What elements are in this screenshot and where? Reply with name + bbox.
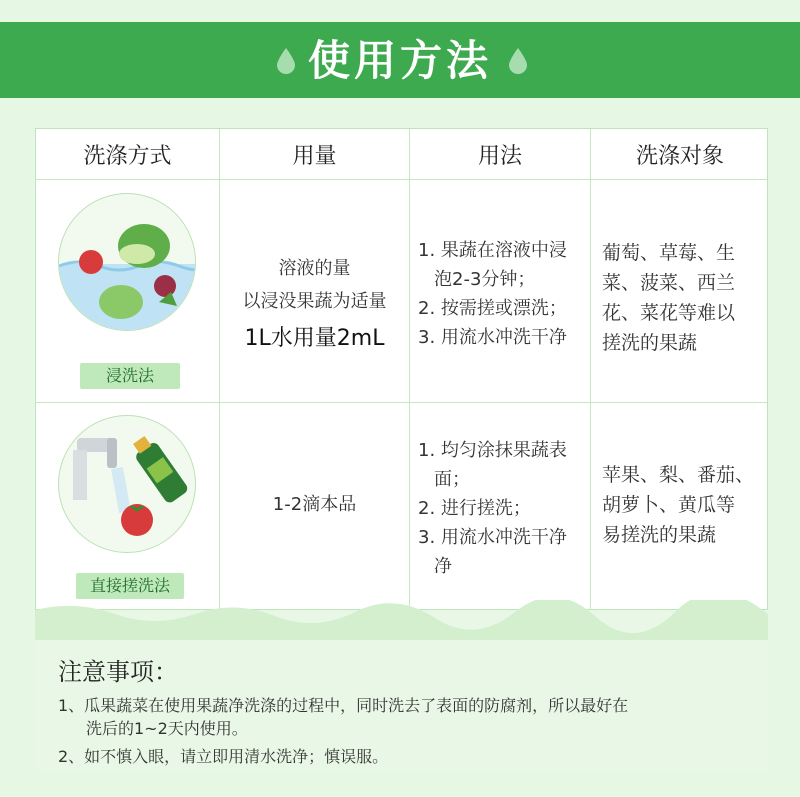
- dosage-line: 溶液的量: [278, 258, 351, 279]
- header-targets: 洗涤对象: [635, 143, 724, 169]
- usage-line: 1. 均匀涂抹果蔬表: [418, 440, 567, 461]
- targets-line: 易搓洗的果蔬: [602, 524, 717, 546]
- note-line: 洗后的1~2天内使用。: [86, 719, 248, 738]
- usage-cell: [418, 436, 588, 581]
- usage-line: 净: [434, 556, 452, 577]
- header-dosage: 用量: [292, 143, 337, 169]
- rub-illustration: [58, 415, 196, 553]
- usage-line: 3. 用流水冲洗干净: [418, 327, 567, 348]
- note-line: 1、瓜果蔬菜在使用果蔬净洗涤的过程中，同时洗去了表面的防腐剂，所以最好在: [58, 696, 629, 715]
- usage-table: [35, 128, 768, 610]
- usage-cell: [418, 236, 588, 352]
- targets-line: 葡萄、草莓、生: [602, 242, 736, 264]
- header-usage: 用法: [477, 143, 522, 169]
- soak-illustration: [58, 193, 196, 331]
- method-label-rub: 直接搓洗法: [76, 573, 184, 599]
- dosage-cell: [220, 253, 409, 359]
- targets-cell: [602, 460, 767, 550]
- targets-line: 搓洗的果蔬: [602, 332, 698, 354]
- dosage-cell: [220, 490, 409, 519]
- dosage-line: 以浸没果蔬为适量: [242, 291, 387, 312]
- usage-line: 面；: [434, 469, 470, 490]
- targets-cell: [602, 238, 762, 358]
- targets-line: 胡萝卜、黄瓜等: [602, 494, 736, 516]
- usage-line: 3. 用流水冲洗干净: [418, 527, 567, 548]
- usage-line: 2. 进行搓洗；: [418, 498, 531, 519]
- usage-line: 1. 果蔬在溶液中浸: [418, 240, 567, 261]
- dosage-line: 1L水用量2mL: [244, 326, 385, 351]
- water-drop-icon: [509, 48, 527, 74]
- page-title: 使用方法: [307, 36, 492, 85]
- water-drop-icon: [277, 48, 295, 74]
- usage-line: 泡2-3分钟；: [434, 269, 536, 290]
- targets-line: 苹果、梨、番茄、: [602, 464, 755, 486]
- note-line: 2、如不慎入眼，请立即用清水洗净；慎误服。: [58, 747, 389, 766]
- targets-line: 菜、菠菜、西兰: [602, 272, 736, 294]
- usage-line: 2. 按需搓或漂洗；: [418, 298, 567, 319]
- method-label-soak: 浸洗法: [80, 363, 180, 389]
- header-method: 洗涤方式: [83, 143, 172, 169]
- wave-divider: [35, 600, 768, 640]
- targets-line: 花、菜花等难以: [602, 302, 736, 324]
- dosage-line: 1-2滴本品: [272, 494, 357, 515]
- notes-title: 注意事项：: [58, 658, 178, 686]
